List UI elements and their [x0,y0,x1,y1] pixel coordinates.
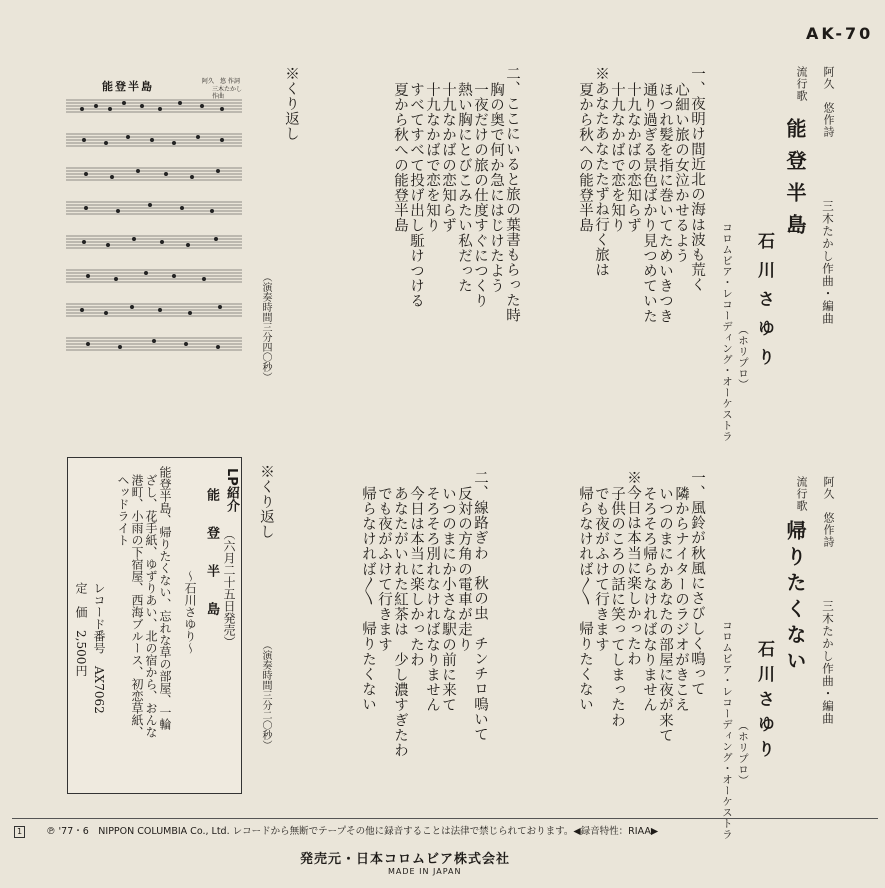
song2-lyricist: 阿久 悠作詩 [822,476,835,548]
lyric-line: 反対の方角の電車が走り [456,486,472,653]
song1-verse1 [545,66,705,446]
song2-verse2 [280,470,488,790]
song1-verse2 [320,66,520,446]
song2-verse1 [497,470,705,790]
lyric-line: 一夜だけの旅の仕度すぐにつくり [472,82,488,309]
sheet-music-title: 能登半島 [102,80,154,93]
lyric-line: 一、風鈴が秋風にさびしく鳴って [689,470,705,697]
lyric-line: 子供のころの話に笑ってしまったわ [609,486,625,728]
tracklist-line: 能登半島、帰りたくない、忘れな草の部屋、一輪 [158,466,172,730]
lyric-line: 十九なかばの恋知らず [625,82,641,233]
song1-duration: （演奏時間三分四〇秒） [260,272,271,382]
lyric-line: でも夜がふけて行きます [376,486,392,653]
song2-title: 帰りたくない [783,520,807,676]
tracklist-line: ヘッドライト [116,474,130,546]
lyric-line: 心細い旅の女泣かせるよう [673,82,689,264]
song2-artist: 石川さゆり [754,640,774,765]
lyric-line: 十九なかばで恋を知り [424,82,440,233]
song2-agency: （ホリプロ） [737,720,749,786]
song2-orchestra: コロムビア・レコーディング・オーケストラ [721,620,733,840]
sheet-music-credit-music: 三木たかし 作曲 [212,86,243,100]
side-mark-badge: 1 [14,826,25,838]
lyric-line: すべてすべて投げ出し駈けつける [408,82,424,309]
lyric-line: いつのまにか小さな駅の前に来て [440,486,456,713]
lyric-line: 帰らなければ〳〵 帰りたくない [360,486,376,712]
song1-title: 能登半島 [783,118,807,246]
lyric-line: でも夜がふけて行きます [593,486,609,653]
lp-intro-heading: LP紹介 [224,468,239,512]
lyric-line: 一、夜明け間近北の海は波も荒く [689,66,705,293]
publisher: 発売元・日本コロムビア株式会社 [300,852,511,867]
lyric-line: 胸の奥で何か急にはじけたよう [488,82,504,294]
song2-duration: （演奏時間三分二〇秒） [260,640,271,750]
lyric-line: 二、線路ぎわ 秋の虫 チンチロ鳴いて [472,470,488,742]
song2-repeat: ※くり返し [258,464,274,540]
lyric-line: そろそろ帰らなければなりません [641,486,657,713]
sheet-music-credit-lyrics: 阿久 悠 作詞 [202,78,240,85]
footer-copyright-row [14,823,658,838]
song1-repeat: ※くり返し [283,66,299,142]
lp-intro-price: 定 価 2,500円 [74,582,88,677]
song1-orchestra: コロムビア・レコーディング・オーケストラ [721,222,733,442]
lyric-line: 熱い胸にとびこみたい私だった [456,82,472,294]
tracklist-line: 港町、小雨の下宿屋、西海ブルース、初恋草紙、 [130,474,144,738]
song1-artist: 石川さゆり [754,232,774,377]
footer-divider [12,818,878,819]
lyric-line: 十九なかばの恋知らず [440,82,456,233]
lp-intro-box [67,457,242,794]
music-staves-illustration [62,72,247,367]
lyric-line: ※あなたあなたたずね行く旅は [593,66,609,278]
lyric-line: 夏から秋への能登半島 [392,82,408,233]
copyright-notice: ℗ '77・6 NIPPON COLUMBIA Co., Ltd. レコードから無断でテープその他に録音することは法律で禁じられております。◀録音特性：RIAA▶ [46,826,659,837]
tracklist-line: ざし、花手紙、ゆずりあい、北の宿から、おんな [144,474,158,738]
lyric-line: 通り過ぎる景色ばかり見つめていた [641,82,657,324]
sheet-music [62,72,247,367]
lyric-line: 二、ここにいると旅の葉書もらった時 [504,66,520,323]
song1-genre: 流行歌 [795,66,808,102]
lp-intro-artist: 〜石川さゆり〜 [183,570,197,654]
lyric-line: 隣からナイターのラジオがきこえ [673,486,689,713]
lyric-line: 夏から秋への能登半島 [577,82,593,233]
lyric-line: 十九なかばで恋を知り [609,82,625,233]
song2-genre: 流行歌 [795,476,808,512]
song1-lyricist: 阿久 悠作詩 [822,66,835,138]
lyric-line: 今日は本当に楽しかったわ [408,486,424,668]
lyric-line: いつのまにかあなたの部屋に夜が来て [657,486,673,743]
song2-composer: 三木たかし作曲・編曲 [821,600,835,725]
song1-composer: 三木たかし作曲・編曲 [821,200,835,325]
lyric-line: 帰らなければ〳〵 帰りたくない [577,486,593,712]
song1-agency: （ホリプロ） [737,324,749,390]
lyric-line: ほつれ髪を指に巻いてためいきつき [657,82,673,324]
lyric-line: ※今日は本当に楽しかったわ [625,470,641,667]
lyric-line: そろそろ別れなければなりません [424,486,440,713]
lyric-line: あなたがいれた紅茶は 少し濃すぎたわ [392,486,408,758]
lp-intro-record-no: レコード番号 AX7062 [92,582,106,714]
lp-intro-title: 能 登 半 島 [204,488,219,621]
catalog-number: AK-70 [806,24,874,43]
lp-intro-release: （六月二十五日発売） [222,528,236,648]
made-in: MADE IN JAPAN [388,867,462,876]
